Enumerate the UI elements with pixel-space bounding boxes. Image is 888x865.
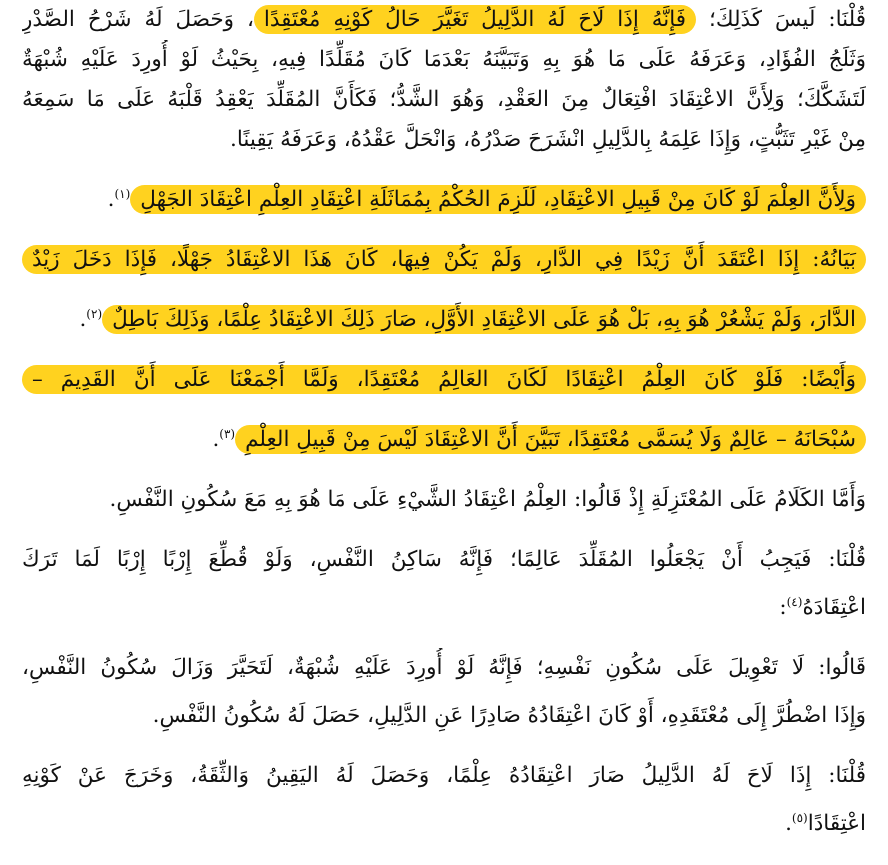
line-text: ، وَحَصَلَ لَهُ شَرْحُ الصَّدْرِ [22,7,254,32]
line-punctuation: . [785,811,792,836]
text-line [22,300,866,340]
line-text: وَأَمَّا الكَلَامُ عَلَى المُعْتَزِلَةِ إِذْ قَالُوا: العِلْمُ اعْتِقَادُ الشَّيْءِ عَلَى مَا هُوَ بِهِ مَعَ سُكُونِ النَّفْسِ. [109,487,866,512]
highlighted-text: وَأَيْضًا: فَلَوْ كَانَ العِلْمُ اعْتِقَادًا لَكَانَ العَالِمُ مُعْتَقِدًا، وَلَمَّا أَجْمَعْنَا عَلَى أَنَّ القَدِيمَ – [22,365,866,394]
line-punctuation: : [779,595,787,620]
text-line [22,0,866,40]
line-punctuation: . [107,187,115,212]
text-line [22,696,866,736]
text-line [22,240,866,280]
text-line [22,180,866,220]
line-text: قَالُوا: لَا تَعْوِيلَ عَلَى سُكُونِ نَفْسِهِ؛ فَإِنَّهُ لَوْ أُورِدَ عَلَيْهِ شُبْهَةٌ، لَتَحَيَّرَ وَزَالَ سُكُونُ النَّفْسِ، [22,655,866,680]
text-line [22,756,866,796]
highlighted-text: فَإِنَّهُ إِذَا لَاحَ لَهُ الدَّلِيلُ تَغَيَّرَ حَالُ كَوْنِهِ مُعْتَقِدًا [254,5,696,34]
footnote-marker: (٤) [786,594,803,609]
text-line [22,648,866,688]
text-line [22,40,866,80]
text-line [22,420,866,460]
line-text: اعْتِقَادَهُ [802,595,866,620]
highlighted-text: وَلِأَنَّ العِلْمَ لَوْ كَانَ مِنْ قَبِيلِ الاعْتِقَادِ، لَلَزِمَ الحُكْمُ بِمُمَاثَلَةِ اعْتِقَادِ العِلْمِ اعْتِقَادَ الجَهْلِ [130,185,866,214]
text-line [22,360,866,400]
highlighted-text: بَيَانُهُ: إِذَا اعْتَقَدَ أَنَّ زَيْدًا فِي الدَّارِ، وَلَمْ يَكُنْ فِيهَا، كَانَ هَذَا الاعْتِقَادُ جَهْلًا، فَإِذَا دَخَلَ زَيْدٌ [22,245,866,274]
line-punctuation: . [212,427,220,452]
line-text: مِنْ غَيْرِ تَثَبُّتٍ، وَإِذَا عَلِمَهُ بِالدَّلِيلِ انْشَرَحَ صَدْرُهُ، وَانْحَلَّ عَقْدُهُ، وَعَرَفَهُ يَقِينًا. [230,127,866,152]
text-line [22,588,866,628]
footnote-marker: (٥) [791,810,808,825]
text-line [22,480,866,520]
line-text: وَإِذَا اضْطُرَّ إِلَى مُعْتَقَدِهِ، أَوْ كَانَ اعْتِقَادُهُ صَادِرًا عَنِ الدَّلِيلِ، حَصَلَ لَهُ سُكُونُ النَّفْسِ. [152,703,866,728]
footnote-marker: (١) [114,186,131,201]
highlighted-text: الدَّارَ، وَلَمْ يَشْعُرْ هُوَ بِهِ، بَلْ هُوَ عَلَى الاعْتِقَادِ الأَوَّلِ، صَارَ ذَلِكَ الاعْتِقَادُ عِلْمًا، وَذَلِكَ بَاطِلٌ [102,305,866,334]
line-text: لَتَشَكَّكَ؛ وَلِأَنَّ الاعْتِقَادَ افْتِعَالٌ مِنَ العَقْدِ، وَهُوَ الشَّدُّ؛ فَكَأَنَّ المُقَلِّدَ يَعْقِدُ قَلْبَهُ عَلَى مَا سَمِعَهُ [22,87,866,112]
line-text: قُلْنَا: فَيَجِبُ أَنْ يَجْعَلُوا المُقَلِّدَ عَالِمًا؛ فَإِنَّهُ سَاكِنُ النَّفْسِ، وَلَوْ قُطِّعَ إِرْبًا إِرْبًا لَمَا تَرَكَ [22,547,866,572]
footnote-marker: (٣) [219,426,236,441]
footnote-marker: (٢) [86,306,103,321]
text-line [22,120,866,160]
highlighted-text: سُبْحَانَهُ – عَالِمٌ وَلَا يُسَمَّى مُعْتَقِدًا، تَبَيَّنَ أَنَّ الاعْتِقَادَ لَيْسَ مِنْ قَبِيلِ العِلْمِ [235,425,866,454]
text-line [22,540,866,580]
line-text: قُلْنَا: لَيسَ كَذَلِكَ؛ [696,7,866,32]
line-text: وَثَلَجُ الفُؤَادِ، وَعَرَفَهُ عَلَى مَا هُوَ بِهِ وَتَبَيَّنَهُ بَعْدَمَا كَانَ مُقَلِّدًا فِيهِ، بِحَيْثُ لَوْ أُورِدَ عَلَيْهِ شُبْهَةٌ [22,47,866,72]
line-text: قُلْنَا: إِذَا لَاحَ لَهُ الدَّلِيلُ صَارَ اعْتِقَادُهُ عِلْمًا، وَحَصَلَ لَهُ اليَقِينُ وَالثِّقَةُ، وَخَرَجَ عَنْ كَوْنِهِ [22,763,866,788]
line-punctuation: . [79,307,87,332]
line-text: اعْتِقَادًا [807,811,866,836]
text-line [22,80,866,120]
text-line [22,804,866,844]
